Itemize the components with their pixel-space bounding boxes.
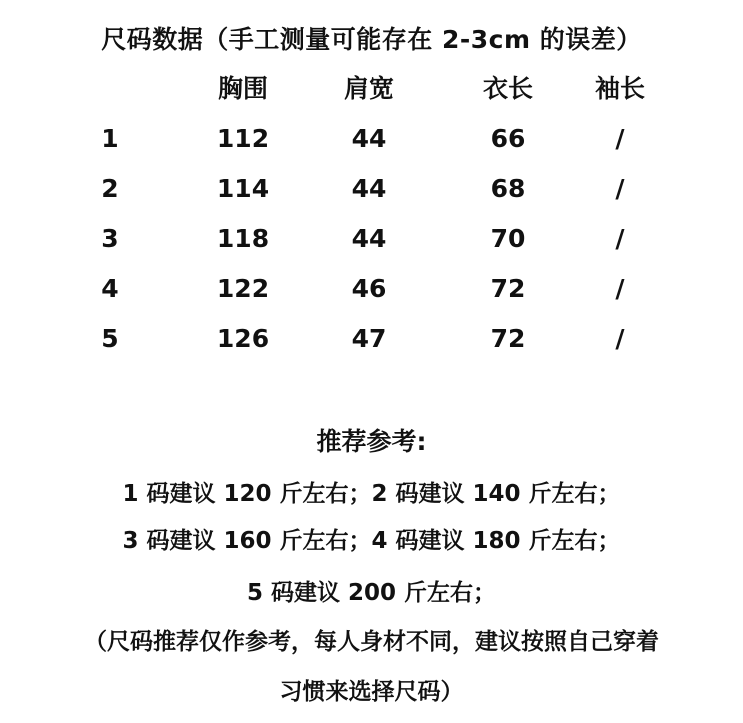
table-cell-chest: 118 (216, 224, 270, 253)
table-cell-sleeve: / (615, 224, 625, 253)
column-header-shoulder: 肩宽 (343, 74, 395, 103)
table-cell-length: 66 (490, 124, 526, 153)
table-cell-chest: 112 (216, 124, 270, 153)
table-cell-size: 1 (101, 124, 119, 153)
table-cell-shoulder: 44 (351, 224, 387, 253)
table-cell-chest: 114 (216, 174, 270, 203)
table-cell-sleeve: / (615, 274, 625, 303)
table-cell-sleeve: / (615, 324, 625, 353)
table-cell-shoulder: 44 (351, 174, 387, 203)
table-cell-shoulder: 47 (351, 324, 387, 353)
table-cell-size: 2 (101, 174, 119, 203)
recommendation-line: （尺码推荐仅作参考，每人身材不同，建议按照自己穿着 (84, 629, 659, 655)
recommendation-line: 习惯来选择尺码） (279, 679, 464, 705)
recommendation-line: 3 码建议 160 斤左右；4 码建议 180 斤左右； (122, 528, 621, 554)
table-cell-length: 72 (490, 324, 526, 353)
table-cell-sleeve: / (615, 174, 625, 203)
table-cell-sleeve: / (615, 124, 625, 153)
table-cell-length: 72 (490, 274, 526, 303)
page-title: 尺码数据（手工测量可能存在 2-3cm 的误差） (101, 25, 642, 54)
table-cell-size: 4 (101, 274, 119, 303)
table-cell-shoulder: 44 (351, 124, 387, 153)
recommendation-line: 1 码建议 120 斤左右；2 码建议 140 斤左右； (122, 481, 621, 507)
table-cell-length: 68 (490, 174, 526, 203)
column-header-chest: 胸围 (217, 74, 269, 103)
size-table (0, 70, 743, 370)
table-cell-size: 3 (101, 224, 119, 253)
recommendation-heading: 推荐参考: (316, 427, 427, 456)
column-header-sleeve: 袖长 (594, 74, 646, 103)
table-cell-shoulder: 46 (351, 274, 387, 303)
recommendation-line: 5 码建议 200 斤左右； (246, 580, 497, 606)
column-header-length: 衣长 (482, 74, 534, 103)
table-cell-chest: 122 (216, 274, 270, 303)
table-cell-size: 5 (101, 324, 119, 353)
table-cell-length: 70 (490, 224, 526, 253)
table-cell-chest: 126 (216, 324, 270, 353)
